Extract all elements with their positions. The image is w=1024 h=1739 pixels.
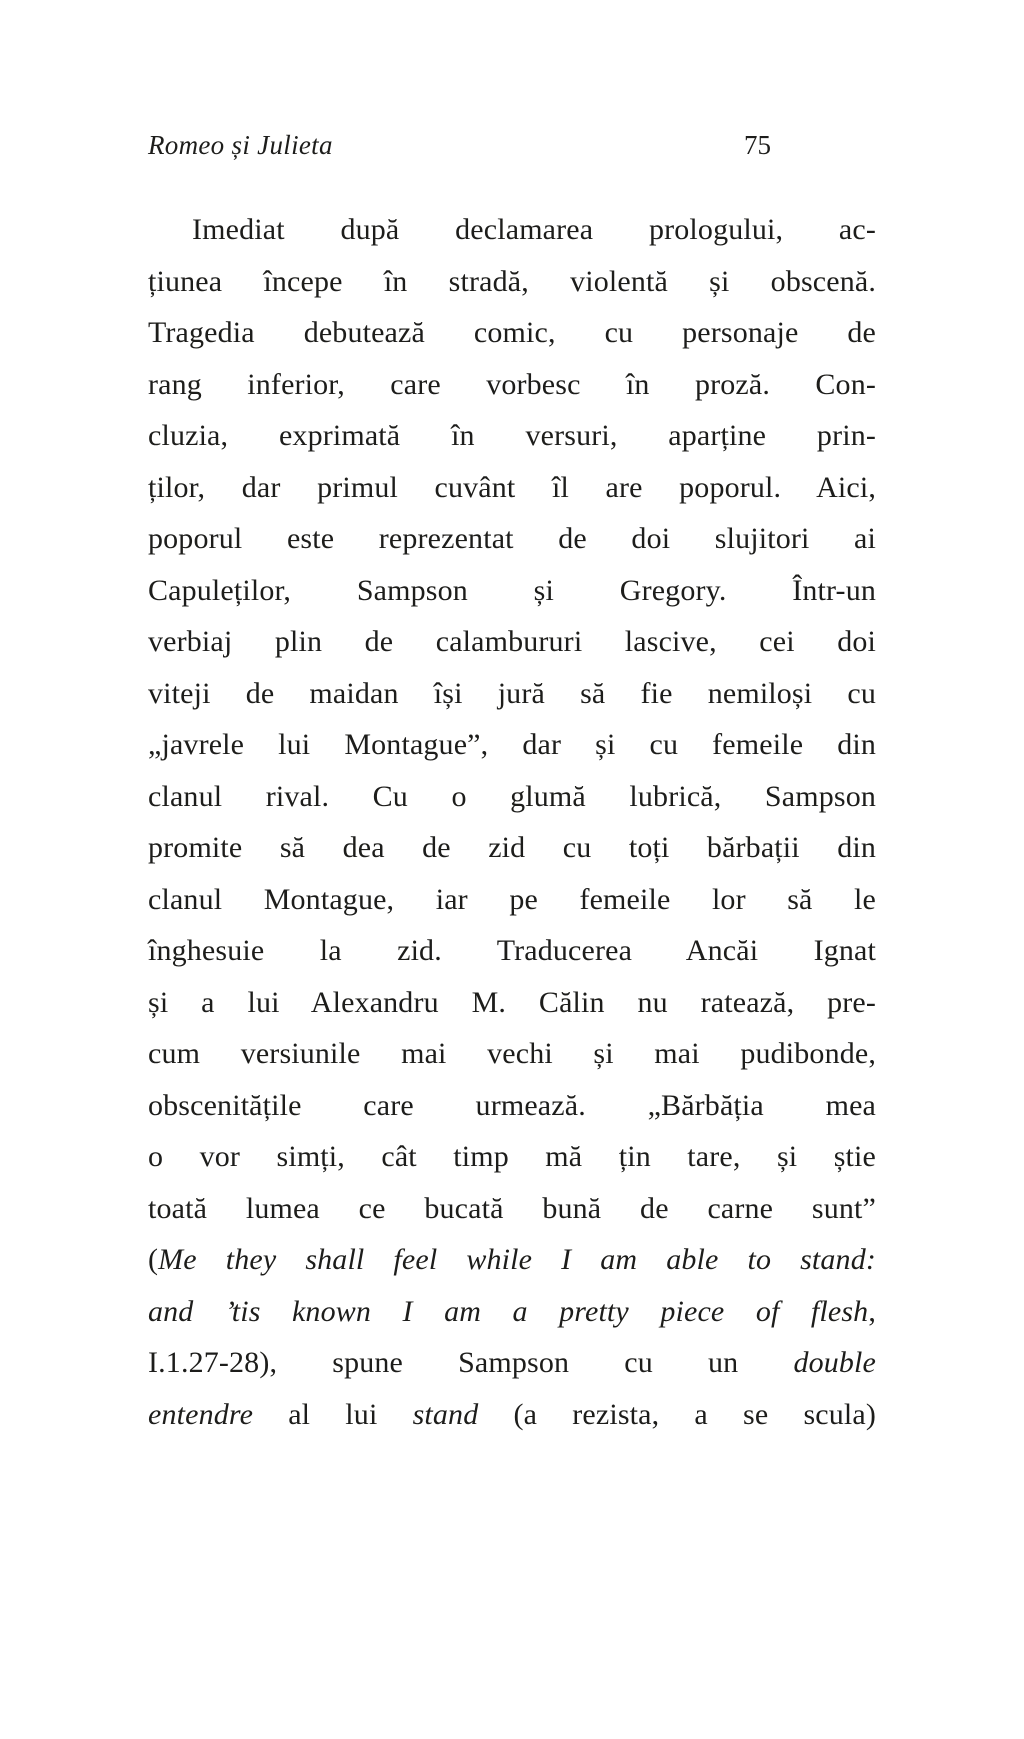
text-run: verbiaj plin de calambururi lascive, cei doi (148, 625, 876, 658)
text-run: clanul Montague, iar pe femeile lor să le (148, 882, 876, 916)
text-line (148, 616, 876, 668)
text-run: Tragedia debutează comic, cu personaje de (148, 316, 876, 349)
text-run: I.1.27-28), spune Sampson cu un (148, 1346, 794, 1379)
running-title: Romeo și Julieta (148, 130, 333, 160)
text-run: o vor simți, cât timp mă țin tare, și știe (148, 1140, 876, 1173)
text-line (148, 307, 876, 359)
text-run: , (868, 1294, 876, 1328)
text-line (148, 874, 876, 926)
text-run: obscenitățile care urmează. „Bărbăția mea (148, 1088, 876, 1122)
text-run: înghesuie la zid. Traducerea Ancăi Ignat (148, 934, 876, 967)
text-line (148, 1389, 876, 1441)
text-run: „javrele lui Montague”, dar și cu femeile din (148, 728, 876, 761)
text-run: poporul este reprezentat de doi slujitori ai (148, 522, 876, 555)
text-run: entendre (148, 1397, 254, 1431)
body-text (148, 204, 876, 1440)
text-line (148, 771, 876, 823)
text-line (148, 513, 876, 565)
text-line (148, 462, 876, 514)
text-run: cum versiunile mai vechi și mai pudibonde, (148, 1037, 876, 1070)
page-header (0, 128, 1024, 168)
text-run: stand (412, 1397, 479, 1431)
text-run: cluzia, exprimată în versuri, aparține prin- (148, 419, 876, 452)
text-line (148, 1028, 876, 1080)
text-line (148, 1234, 876, 1286)
text-run: clanul rival. Cu o glumă lubrică, Sampson (148, 779, 876, 813)
text-run: Imediat după declamarea prologului, ac- (192, 213, 876, 246)
text-line (148, 1080, 876, 1132)
text-run: și a lui Alexandru M. Călin nu ratează, pre- (148, 985, 876, 1019)
text-line (148, 1286, 876, 1338)
text-line (148, 565, 876, 617)
text-line (148, 668, 876, 720)
text-run: viteji de maidan își jură să fie nemiloși cu (148, 676, 876, 710)
text-line (148, 359, 876, 411)
text-run: al lui (253, 1397, 413, 1431)
text-run: promite să dea de zid cu toți bărbații din (148, 831, 876, 864)
text-run: double (793, 1346, 876, 1379)
page-number: 75 (744, 130, 771, 160)
text-line (148, 410, 876, 462)
text-line (148, 256, 876, 308)
text-run: Me they shall feel while I am able to stand: (158, 1243, 876, 1276)
text-run: țiunea începe în stradă, violentă și obscenă. (148, 264, 876, 298)
text-run: Capuleților, Sampson și Gregory. Într-un (148, 573, 876, 607)
text-run: rang inferior, care vorbesc în proză. Con- (148, 367, 876, 401)
text-line (148, 1337, 876, 1389)
text-run: and ’tis known I am a pretty piece of flesh (148, 1294, 869, 1328)
text-line (148, 822, 876, 874)
text-line (148, 204, 876, 256)
text-line (148, 1183, 876, 1235)
text-line (148, 925, 876, 977)
text-run: (a rezista, a se scula) (478, 1397, 877, 1431)
text-line (148, 1131, 876, 1183)
text-run: toată lumea ce bucată bună de carne sunt” (148, 1191, 876, 1225)
text-line (148, 719, 876, 771)
text-run: ților, dar primul cuvânt îl are poporul. Aici, (148, 470, 876, 504)
text-line (148, 977, 876, 1029)
text-run: ( (148, 1243, 159, 1276)
